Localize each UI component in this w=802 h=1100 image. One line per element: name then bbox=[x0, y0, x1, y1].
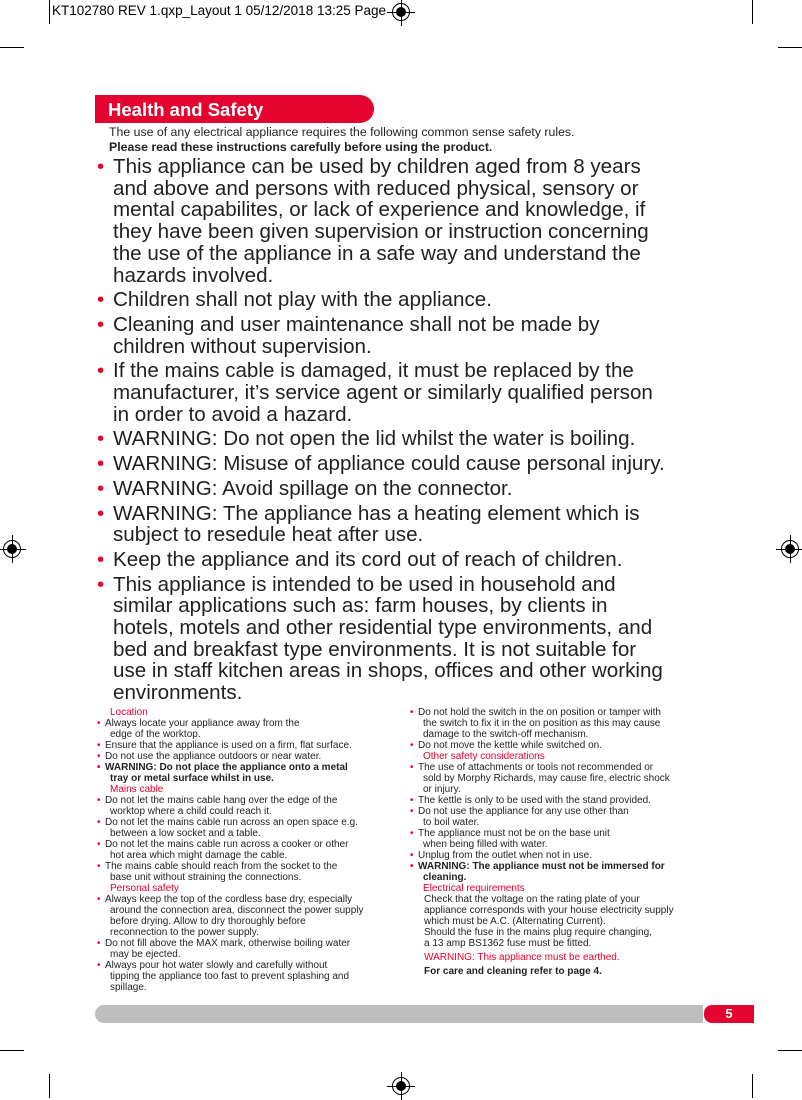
main-safety-list bbox=[97, 156, 737, 707]
list-item bbox=[410, 861, 720, 883]
text-line: • Do not let the mains cable run across a cooker or other bbox=[105, 839, 349, 850]
text-line: • Do not hold the switch in the on position or tamper with bbox=[418, 707, 661, 718]
text-line: between a low socket and a table. bbox=[110, 828, 261, 839]
list-item bbox=[97, 839, 407, 861]
crop-mark bbox=[778, 1050, 802, 1051]
text-line: reconnection to the power supply. bbox=[110, 927, 259, 938]
list-item bbox=[97, 718, 407, 740]
text-line: • Do not let the mains cable hang over the edge of the bbox=[105, 795, 338, 806]
text-line: similar applications such as: farm houses, by clients in bbox=[113, 594, 608, 618]
text-line: hotels, motels and other residential type environments, and bbox=[113, 616, 653, 640]
subheading: Electrical requirements bbox=[423, 883, 525, 894]
intro bbox=[109, 125, 574, 155]
text-line: children without supervision. bbox=[113, 334, 372, 358]
text-line: • The mains cable should reach from the socket to the bbox=[105, 861, 338, 872]
text-line: to boil water. bbox=[423, 817, 480, 828]
list-item bbox=[97, 894, 407, 938]
text-line: • The kettle is only to be used with the stand provided. bbox=[418, 795, 651, 806]
text-line: manufacturer, it’s service agent or similarly qualified person bbox=[113, 381, 653, 405]
list-item bbox=[410, 740, 720, 751]
list-item bbox=[410, 795, 720, 806]
intro-instruction: Please read these instructions carefully before using the product. bbox=[109, 140, 493, 154]
footer-bar bbox=[95, 1005, 703, 1023]
text-line: bed and breakfast type environments. It is not suitable for bbox=[113, 637, 637, 661]
text-line: • Do not let the mains cable run across an open space e.g. bbox=[105, 817, 358, 828]
text-line: may be ejected. bbox=[110, 949, 181, 960]
text-line: edge of the worktop. bbox=[110, 729, 201, 740]
crop-mark bbox=[752, 1074, 753, 1098]
text-line: hot area which might damage the cable. bbox=[110, 850, 288, 861]
text-line: tray or metal surface whilst in use. bbox=[110, 773, 274, 784]
text-line: environments. bbox=[113, 681, 243, 705]
list-item bbox=[410, 762, 720, 795]
warning-text: WARNING: This appliance must be earthed. bbox=[424, 952, 620, 963]
crop-mark bbox=[0, 1050, 24, 1051]
list-item bbox=[97, 817, 407, 839]
registration-mark-icon bbox=[392, 1077, 410, 1095]
subheading: Location bbox=[110, 707, 148, 718]
text-line: • If the mains cable is damaged, it must be replaced by the bbox=[113, 359, 634, 383]
text-line: • WARNING: Misuse of appliance could cause personal injury. bbox=[113, 452, 665, 476]
text-line: the switch to fix it in the on position as this may cause bbox=[423, 718, 661, 729]
list-item bbox=[410, 806, 720, 828]
text-line: subject to resedule heat after use. bbox=[113, 523, 424, 547]
subheading: Other safety considerations bbox=[423, 751, 545, 762]
text-line: when being filled with water. bbox=[423, 839, 548, 850]
text-line: they have been given supervision or instruction concerning bbox=[113, 220, 649, 244]
list-item bbox=[97, 960, 407, 993]
text-line: base unit without straining the connections. bbox=[110, 872, 302, 883]
text-line: appliance corresponds with your house electricity supply bbox=[424, 905, 674, 916]
list-item bbox=[410, 707, 720, 740]
list-item bbox=[97, 740, 407, 751]
safety-item bbox=[97, 453, 737, 475]
text-line: worktop where a child could reach it. bbox=[110, 806, 272, 817]
text-line: and above and persons with reduced physical, sensory or bbox=[113, 176, 639, 200]
text-line: • Always keep the top of the cordless base dry, especially bbox=[105, 894, 353, 905]
text-line: • Children shall not play with the appliance. bbox=[113, 288, 492, 312]
text-line: • The use of attachments or tools not recommended or bbox=[418, 762, 654, 773]
section-title: Health and Safety bbox=[95, 95, 374, 123]
crop-mark bbox=[778, 47, 802, 48]
text-line: • Keep the appliance and its cord out of reach of children. bbox=[113, 547, 623, 571]
safety-item bbox=[97, 549, 737, 571]
text-line: which must be A.C. (Alternating Current). bbox=[424, 916, 606, 927]
safety-item bbox=[97, 289, 737, 311]
list-item bbox=[410, 850, 720, 861]
safety-item bbox=[97, 428, 737, 450]
text-line: mental capabilites, or lack of experience and knowledge, if bbox=[113, 198, 646, 222]
safety-item bbox=[97, 478, 737, 500]
text-line: Should the fuse in the mains plug require changing, bbox=[424, 927, 652, 938]
crop-mark bbox=[752, 0, 753, 24]
file-slug: KT102780 REV 1.qxp_Layout 1 05/12/2018 13:25 Page bbox=[52, 3, 387, 18]
registration-mark-icon bbox=[781, 540, 799, 558]
text-line: or injury. bbox=[423, 784, 461, 795]
page-number: 5 bbox=[704, 1005, 754, 1023]
list-item bbox=[97, 861, 407, 883]
text-line: damage to the switch-off mechanism. bbox=[423, 729, 589, 740]
left-column bbox=[97, 707, 407, 993]
safety-item bbox=[97, 574, 737, 704]
text-line: • WARNING: Avoid spillage on the connector. bbox=[113, 476, 513, 500]
text-line: a 13 amp BS1362 fuse must be fitted. bbox=[424, 938, 592, 949]
text-line: • Do not use the appliance outdoors or near water. bbox=[105, 751, 322, 762]
registration-mark-icon bbox=[3, 540, 21, 558]
registration-mark-icon bbox=[392, 3, 410, 21]
text-line: in order to avoid a hazard. bbox=[113, 402, 353, 426]
text-line: before drying. Allow to dry thoroughly before bbox=[110, 916, 306, 927]
paragraph bbox=[410, 894, 720, 949]
list-item bbox=[97, 938, 407, 960]
subheading: Personal safety bbox=[110, 883, 179, 894]
text-line: sold by Morphy Richards, may cause fire, electric shock bbox=[423, 773, 670, 784]
text-line: Check that the voltage on the rating plate of your bbox=[424, 894, 640, 905]
text-line: tipping the appliance too fast to prevent splashing and bbox=[110, 971, 350, 982]
text-line: spillage. bbox=[110, 982, 147, 993]
subheading: Mains cable bbox=[110, 784, 164, 795]
crop-mark bbox=[49, 0, 50, 24]
right-column bbox=[410, 707, 720, 977]
text-line: • This appliance is intended to be used in household and bbox=[113, 572, 616, 596]
crop-mark bbox=[0, 47, 24, 48]
intro-text: The use of any electrical appliance requires the following common sense safety rules. bbox=[109, 125, 575, 139]
text-line: • Unplug from the outlet when not in use. bbox=[418, 850, 592, 861]
text-line: • This appliance can be used by children aged from 8 years bbox=[113, 155, 641, 178]
list-item bbox=[97, 795, 407, 817]
text-line: hazards involved. bbox=[113, 263, 274, 287]
text-line: • The appliance must not be on the base unit bbox=[418, 828, 610, 839]
text-line: • Do not move the kettle while switched on. bbox=[418, 740, 602, 751]
text-line: • WARNING: Do not place the appliance onto a metal bbox=[105, 762, 348, 773]
text-line: • WARNING: The appliance has a heating element which is bbox=[113, 501, 640, 525]
text-line: • Do not use the appliance for any use other than bbox=[418, 806, 629, 817]
care-reference: For care and cleaning refer to page 4. bbox=[424, 966, 602, 977]
list-item bbox=[97, 762, 407, 784]
safety-item bbox=[97, 360, 737, 425]
safety-item bbox=[97, 503, 737, 546]
text-line: • Ensure that the appliance is used on a firm, flat surface. bbox=[105, 740, 352, 751]
text-line: • Always locate your appliance away from the bbox=[105, 718, 300, 729]
text-line: • Do not fill above the MAX mark, otherwise boiling water bbox=[105, 938, 351, 949]
text-line: • WARNING: The appliance must not be immersed for bbox=[418, 861, 665, 872]
safety-item bbox=[97, 156, 737, 286]
text-line: • Cleaning and user maintenance shall not be made by bbox=[113, 312, 600, 336]
list-item bbox=[97, 751, 407, 762]
crop-mark bbox=[49, 1074, 50, 1098]
text-line: around the connection area, disconnect the power supply bbox=[110, 905, 364, 916]
text-line: cleaning. bbox=[423, 872, 467, 883]
text-line: the use of the appliance in a safe way and understand the bbox=[113, 241, 641, 265]
list-item bbox=[410, 828, 720, 850]
text-line: use in staff kitchen areas in shops, offices and other working bbox=[113, 659, 663, 683]
safety-item bbox=[97, 314, 737, 357]
text-line: • Always pour hot water slowly and carefully without bbox=[105, 960, 328, 971]
text-line: • WARNING: Do not open the lid whilst the water is boiling. bbox=[113, 427, 636, 451]
